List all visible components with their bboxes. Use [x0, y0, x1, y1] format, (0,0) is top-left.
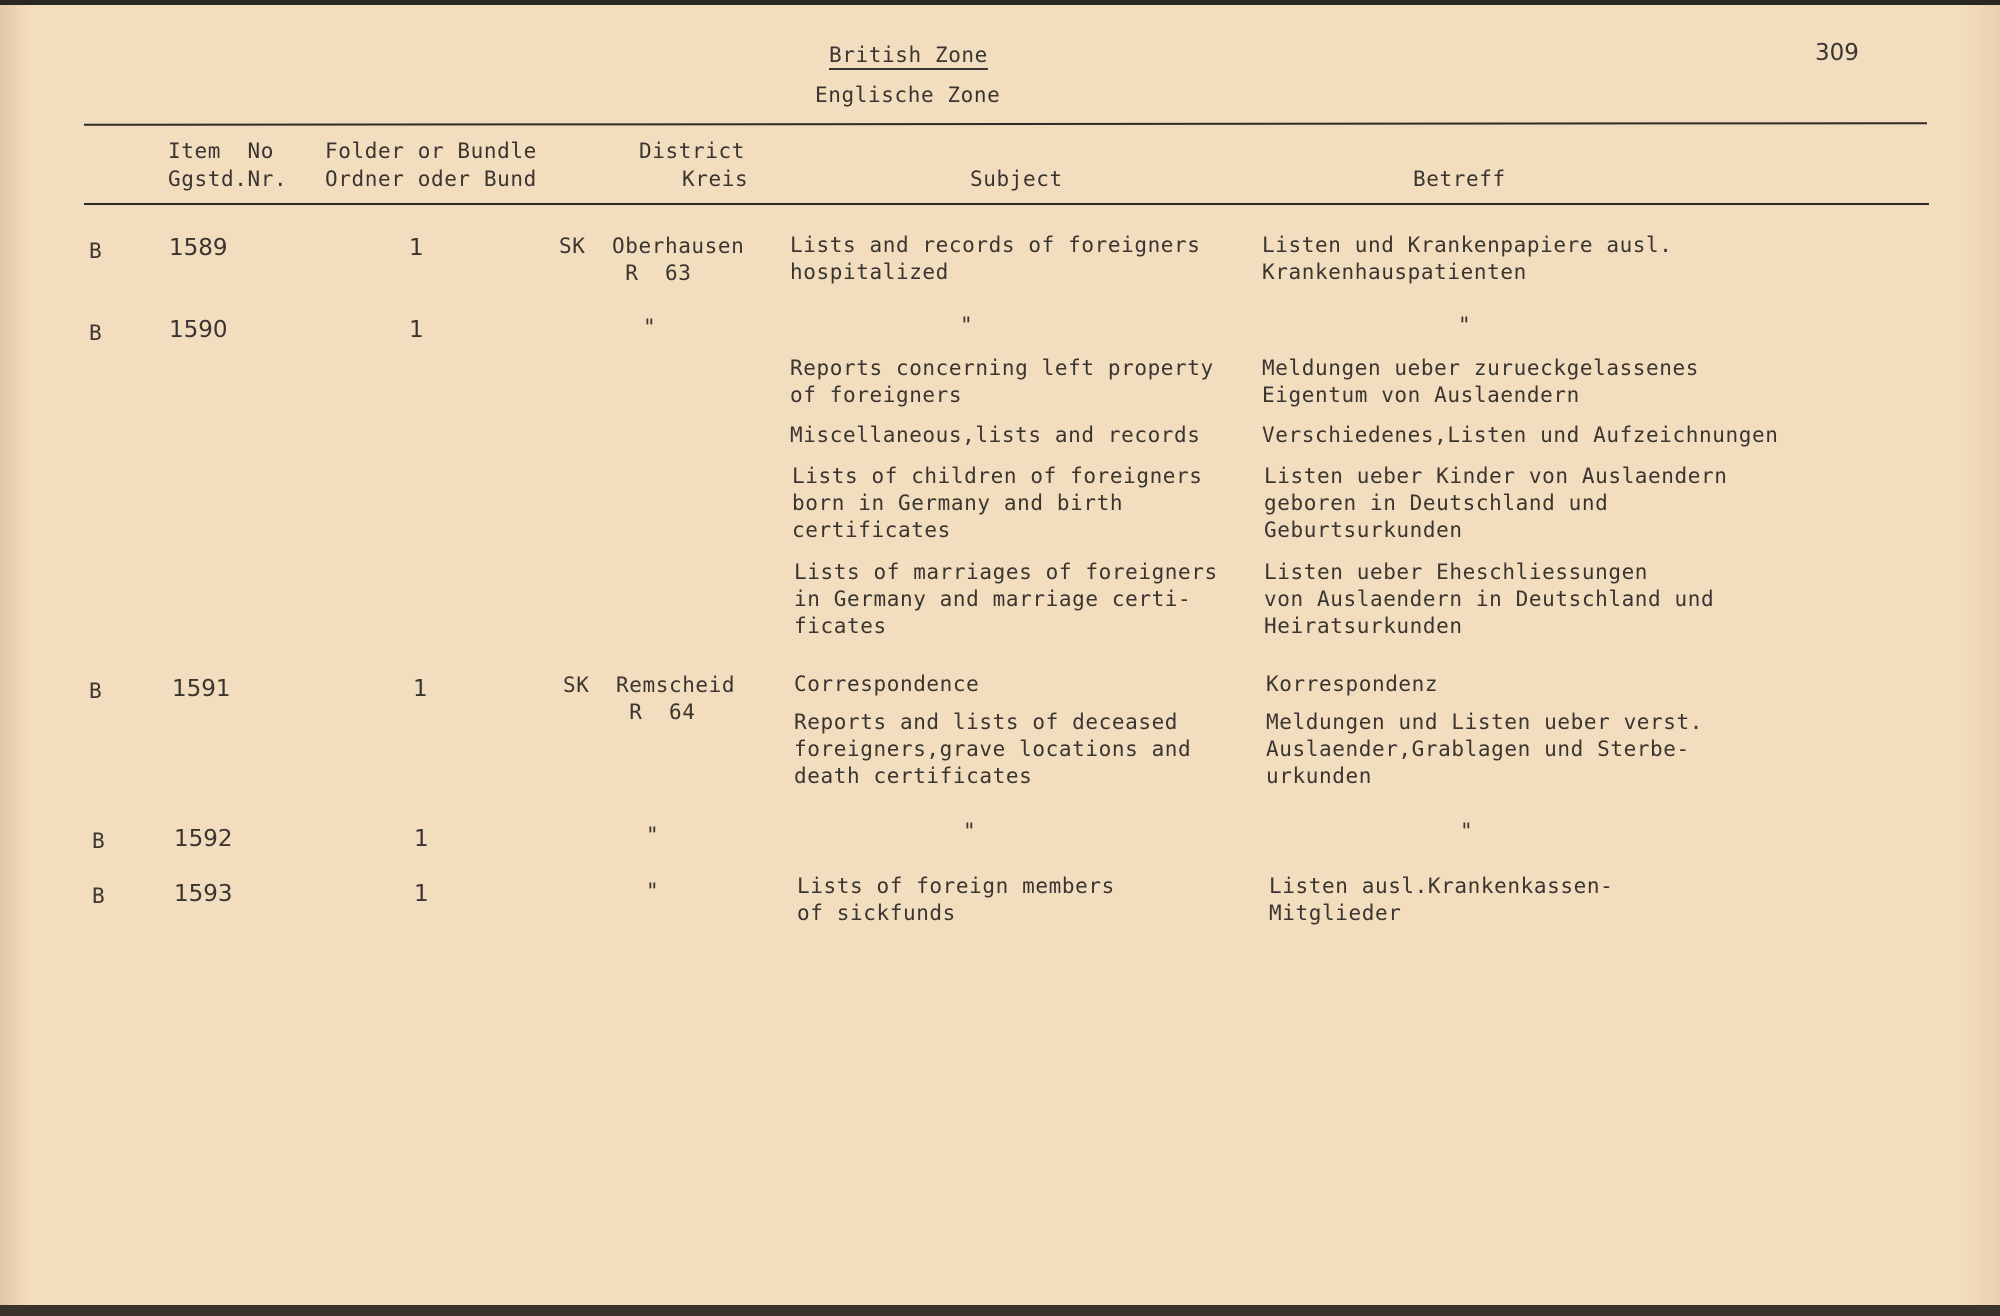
row-folder-count: 1	[414, 826, 429, 852]
row-district: SK Remscheid	[563, 673, 736, 697]
subject-de: Meldungen und Listen ueber verst. Auslaender,Grablagen und Sterbe- urkunden	[1266, 710, 1704, 788]
row-district: SK Oberhausen	[559, 234, 745, 258]
subject-en-ditto: "	[960, 313, 974, 337]
col-header-district-de: Kreis	[682, 167, 749, 191]
scan-bottom-edge	[0, 1305, 2000, 1316]
row-item-number: 1590	[169, 317, 228, 343]
row-item-number: 1593	[174, 881, 233, 907]
subject-en: Lists of children of foreigners born in Germany and birth certificates	[792, 464, 1203, 542]
subject-en: Lists and records of foreigners hospitalized	[790, 233, 1201, 284]
page-number: 309	[1815, 40, 1859, 66]
row-item-number: 1592	[174, 826, 233, 852]
col-header-item-en: Item No	[168, 139, 274, 163]
subject-en: Lists of marriages of foreigners in Germany and marriage certi- ficates	[794, 560, 1218, 638]
row-code: B	[92, 884, 106, 908]
subject-de: Korrespondenz	[1266, 672, 1439, 696]
subject-en: Reports concerning left property of foreigners	[790, 356, 1214, 407]
subject-de-ditto: "	[1460, 819, 1474, 843]
col-header-folder-de: Ordner oder Bund	[325, 167, 537, 191]
subject-de: Listen ueber Eheschliessungen von Auslaendern in Deutschland und Heiratsurkunden	[1264, 560, 1715, 638]
page-title: British Zone	[829, 43, 988, 67]
col-header-district-en: District	[639, 139, 745, 163]
row-folder-count: 1	[414, 881, 429, 907]
col-header-betreff: Betreff	[1413, 167, 1506, 191]
row-code: B	[89, 679, 103, 703]
row-code: B	[89, 239, 103, 263]
subject-de: Meldungen ueber zurueckgelassenes Eigentum von Auslaendern	[1262, 356, 1700, 407]
row-item-number: 1589	[169, 235, 228, 261]
subject-en: Correspondence	[794, 672, 980, 696]
subject-en: Miscellaneous,lists and records	[790, 423, 1201, 447]
row-folder-count: 1	[409, 317, 424, 343]
subject-en-ditto: "	[963, 819, 977, 843]
row-code: B	[89, 321, 103, 345]
row-district-region: R 64	[563, 700, 696, 724]
row-district-ditto: "	[646, 823, 660, 847]
subject-de: Listen ueber Kinder von Auslaendern geboren in Deutschland und Geburtsurkunden	[1264, 464, 1728, 542]
scan-top-edge	[0, 0, 2000, 5]
row-district-ditto: "	[643, 315, 657, 339]
header-bottom-rule	[84, 203, 1929, 205]
row-district-ditto: "	[646, 879, 660, 903]
col-header-subject: Subject	[970, 167, 1063, 191]
col-header-item-de: Ggstd.Nr.	[168, 167, 288, 191]
subject-en: Lists of foreign members of sickfunds	[797, 874, 1115, 925]
row-code: B	[92, 829, 106, 853]
subject-de: Listen und Krankenpapiere ausl. Krankenhauspatienten	[1262, 233, 1673, 284]
subject-de: Verschiedenes,Listen und Aufzeichnungen	[1262, 423, 1779, 447]
subject-de: Listen ausl.Krankenkassen- Mitglieder	[1269, 874, 1614, 925]
subject-en: Reports and lists of deceased foreigners,grave locations and death certificates	[794, 710, 1192, 788]
row-item-number: 1591	[172, 676, 231, 702]
row-district-region: R 63	[559, 261, 692, 285]
subject-de-ditto: "	[1458, 313, 1472, 337]
page-subtitle: Englische Zone	[815, 83, 1001, 107]
row-folder-count: 1	[413, 676, 428, 702]
row-folder-count: 1	[409, 235, 424, 261]
col-header-folder-en: Folder or Bundle	[325, 139, 537, 163]
